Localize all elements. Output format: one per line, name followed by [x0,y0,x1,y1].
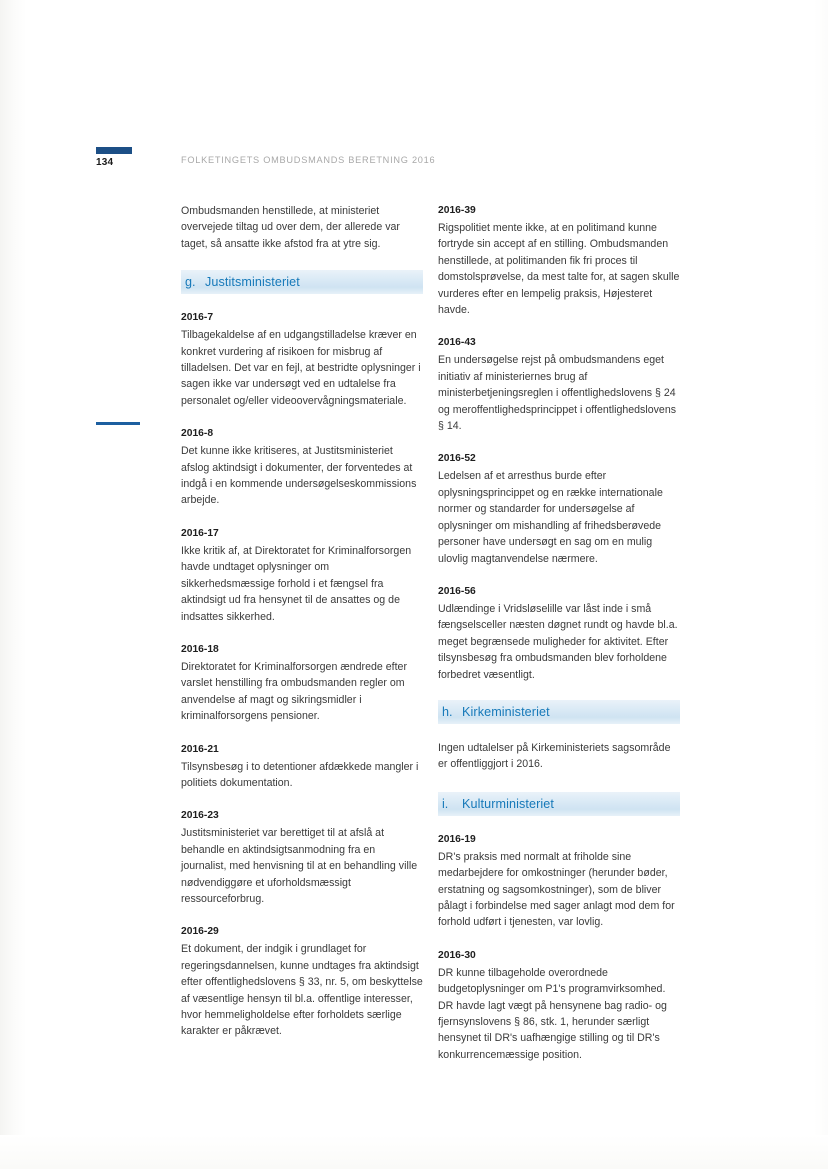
running-head: FOLKETINGETS OMBUDSMANDS BERETNING 2016 [181,155,436,165]
page-number: 134 [96,157,114,168]
section-letter: g. [185,275,196,290]
entry-body: DR's praksis med normalt at friholde sine medarbejdere for omkostninger (herunder bøder, erstatning og sagsomkostninger), som de bliver pålagt i forbindelse med sager anlagt mod dem for forhold udført i tjenesten, var lovlig. [438,850,675,929]
page-edge-shading-right [814,0,828,1169]
entry-item [438,832,680,931]
section-title: Kulturministeriet [462,796,554,811]
margin-tick-mark [96,422,140,425]
entry-item [181,742,423,792]
section-letter: h. [442,704,453,719]
entry-id: 2016-7 [181,312,214,324]
entry-item [181,808,423,907]
entry-body: DR kunne tilbageholde overordnede budgetoplysninger om P1's programvirksomhed. DR havde lagt vægt på hensynene bag radio- og fjernsynslovens § 86, stk. 1, herunder særligt hensynet til DR's uafhængige stilling og til DR's konkurrencemæssige position. [438,966,667,1061]
right-column [438,203,680,1080]
entry-id: 2016-39 [438,205,476,216]
entry-id: 2016-18 [181,643,219,655]
section-title: Kirkeministeriet [462,704,550,719]
entry-id: 2016-21 [181,743,219,755]
entry-item [438,335,680,434]
section-heading-kulturministeriet [438,792,680,816]
entry-id: 2016-52 [438,453,476,465]
entry-id: 2016-56 [438,585,476,597]
entry-body: Det kunne ikke kritiseres, at Justitsministeriet afslog aktindsigt i dokumenter, der forventedes at indgå i en kommende undersøgelseskommissions arbejde. [181,445,417,507]
entry-body: En undersøgelse rejst på ombudsmandens eget initiativ af ministeriernes brug af ministerbetjeningsreglen i offentlighedslovens § 24 og meroffentlighedsprincippet i offentlighedslovens § 14. [438,354,677,433]
left-column [181,203,423,1057]
entry-item [438,584,680,683]
kirkeministeriet-paragraph: Ingen udtalelser på Kirkeministeriets sagsområde er offentliggjort i 2016. [438,741,671,771]
entry-id: 2016-8 [181,428,214,440]
entry-body: Justitsministeriet var berettiget til at afslå at behandle en aktindsigtsanmodning fra en journalist, med henvisning til at en behandling ville nødvendiggøre et uforholdsmæssigt ressourceforbrug. [181,827,418,905]
entry-body: Ledelsen af et arresthus burde efter oplysningsprincippet og en række internationale normer og standarder for undersøgelse af oplysninger om mishandling af frihedsberøvede personer have undersøgt en sag om en mulig ulovlig magtanvendelse nærmere. [438,470,663,565]
entry-item [181,310,423,409]
entry-body: Tilbagekaldelse af en udgangstilladelse kræver en konkret vurdering af risikoen for misbrug af tilladelsen. Det var en fejl, at bestridte oplysninger i sagen ikke var undersøgt ved en udtalelse fra personalet og/eller videoovervågningsmateriale. [181,329,421,407]
entry-item [181,642,423,725]
entry-item [181,426,423,509]
section-heading-justitsministeriet [181,270,423,294]
lead-paragraph: Ombudsmanden henstillede, at ministeriet overvejede tiltag ud over dem, der allerede var taget, så ansatte ikke afstod fra at ytre sig. [181,205,400,250]
entry-id: 2016-17 [181,527,219,539]
entry-body: Et dokument, der indgik i grundlaget for regeringsdannelsen, kunne undtages fra aktindsigt efter offentlighedslovens § 33, nr. 5, om beskyttelse af væsentlige hensyn til bl.a. offentlige interesser, hvor hemmeligholdelse efter forholdets særlige karakter er påkrævet. [181,943,423,1038]
entry-body: Rigspolitiet mente ikke, at en politimand kunne fortryde sin accept af en stilling. Ombudsmanden henstillede, at politimanden fik fri proces til domstolsprøvelse, da mest talte for, at sagen skulle vurderes efter en lempelig praksis, Højesteret havde. [438,222,680,317]
section-letter: i. [442,796,449,811]
entry-body: Tilsynsbesøg i to detentioner afdækkede mangler i politiets dokumentation. [181,760,419,789]
entry-id: 2016-29 [181,926,219,938]
entry-body: Direktoratet for Kriminalforsorgen ændrede efter varslet henstilling fra ombudsmanden regler om anvendelse af magt og sikringsmidler i kriminalforsorgens pensioner. [181,660,407,723]
entry-id: 2016-19 [438,833,476,845]
section-heading-kirkeministeriet [438,700,680,724]
entry-item [438,451,680,566]
section-title: Justitsministeriet [205,275,300,290]
entry-item [438,203,680,318]
folio-block [96,147,132,168]
entry-item [438,948,680,1063]
entry-id: 2016-43 [438,337,476,349]
folio-accent-rule [96,147,132,154]
page-edge-shading-left [0,0,26,1169]
entry-item [181,924,423,1039]
entry-id: 2016-30 [438,949,476,961]
entry-item [181,526,423,625]
page-edge-shading-bottom [0,1135,828,1169]
entry-id: 2016-23 [181,810,219,822]
entry-body: Ikke kritik af, at Direktoratet for Kriminalforsorgen havde undtaget oplysninger om sikkerhedsmæssige forhold i et fængsel fra aktindsigt ud fra hensynet til de ansattes og de indsattes sikkerhed. [181,544,412,623]
entry-body: Udlændinge i Vridsløselille var låst inde i små fængselsceller næsten døgnet rundt og havde bl.a. meget begrænsede muligheder for aktivitet. Efter tilsynsbesøg fra ombudsmanden blev forholdene forbedret væsentligt. [438,602,678,681]
